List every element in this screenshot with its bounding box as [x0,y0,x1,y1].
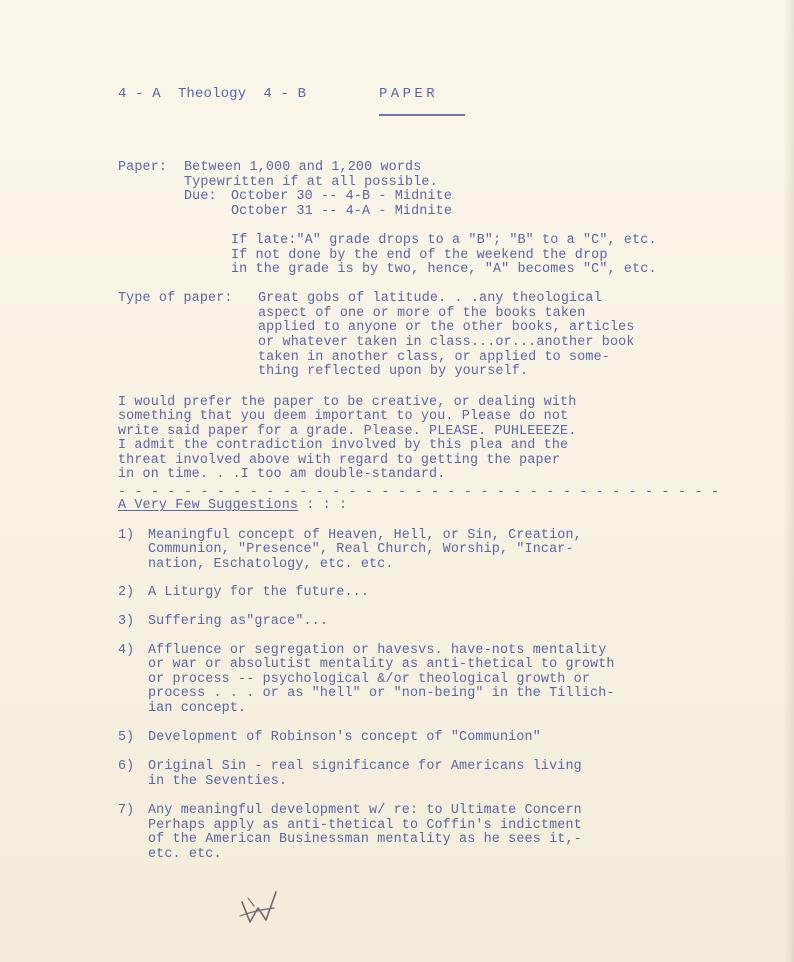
preference-line: threat involved above with regard to getting the paper [118,453,561,468]
suggestion-line: Suffering as"grace"... [148,614,329,629]
suggestion-line: Original Sin - real significance for Americans living [148,759,582,774]
suggestion-line: in the Seventies. [148,774,288,789]
suggestions-heading: A Very Few Suggestions [118,498,299,513]
paper-length: Between 1,000 and 1,200 words [184,160,422,175]
due-label: Due: [184,189,217,204]
suggestion-line: ian concept. [148,701,247,716]
paper-edge-shadow [784,0,794,962]
due-date-4a: October 31 -- 4-A - Midnite [231,204,453,219]
type-line: applied to anyone or the other books, articles [258,320,635,335]
paper-format: Typewritten if at all possible. [184,175,438,190]
suggestion-line: etc. etc. [148,847,222,862]
pencil-doodle-mark [236,886,282,932]
doodle-stroke [242,892,276,922]
late-policy-line-3: in the grade is by two, hence, "A" becomes "C", etc. [231,262,657,277]
type-of-paper-label: Type of paper: [118,291,233,306]
course-heading: 4 - A Theology 4 - B [118,86,307,102]
type-line: aspect of one or more of the books taken [258,306,586,321]
suggestion-line: process . . . or as "hell" or "non-being" in the Tillich- [148,686,615,701]
suggestion-line: Affluence or segregation or havesvs. have-nots mentality [148,643,607,658]
suggestion-line: Development of Robinson's concept of "Communion" [148,730,541,745]
document-title: PAPER [379,86,439,102]
suggestion-line: A Liturgy for the future... [148,585,370,600]
suggestion-line: of the American Businessman mentality as he sees it,- [148,832,582,847]
preference-line: I would prefer the paper to be creative, or dealing with [118,395,577,410]
suggestions-heading-row [118,498,347,513]
suggestion-number: 5) [118,730,135,745]
suggestions-heading-colons: : : : [306,498,348,513]
type-line: Great gobs of latitude. . .any theological [258,291,602,306]
due-date-4b: October 30 -- 4-B - Midnite [231,189,453,204]
suggestion-line: Any meaningful development w/ re: to Ultimate Concern [148,803,582,818]
type-line: thing reflected upon by yourself. [258,364,529,379]
suggestion-line: Communion, "Presence", Real Church, Worship, "Incar- [148,542,574,557]
suggestion-number: 1) [118,528,135,543]
title-underline [379,114,465,116]
suggestion-number: 2) [118,585,135,600]
suggestion-line: nation, Eschatology, etc. etc. [148,557,394,572]
suggestion-line: or war or absolutist mentality as anti-thetical to growth [148,657,615,672]
type-line: or whatever taken in class...or...another book [258,335,635,350]
suggestion-line: Perhaps apply as anti-thetical to Coffin's indictment [148,818,582,833]
suggestion-line: or process -- psychological &/or theological growth or [148,672,591,687]
suggestion-number: 3) [118,614,135,629]
late-policy-line-1: If late:"A" grade drops to a "B"; "B" to a "C", etc. [231,233,657,248]
preference-line: write said paper for a grade. Please. PLEASE. PUHLEEEZE. [118,424,577,439]
suggestion-number: 7) [118,803,135,818]
type-line: taken in another class, or applied to some- [258,350,610,365]
paper-label: Paper: [118,160,168,175]
doodle-stroke [248,898,254,906]
preference-line: I admit the contradiction involved by this plea and the [118,438,569,453]
title-block [379,86,438,102]
late-policy-line-2: If not done by the end of the weekend the drop [231,248,608,263]
suggestion-number: 6) [118,759,135,774]
preference-line: something that you deem important to you. Please do not [118,409,569,424]
dashed-separator: - - - - - - - - - - - - - - - - - - - - - - - - - - - - - - - - - - - - - [118,485,720,500]
suggestion-line: Meaningful concept of Heaven, Hell, or Sin, Creation, [148,528,582,543]
suggestion-number: 4) [118,643,135,658]
preference-line: in on time. . .I too am double-standard. [118,467,446,482]
